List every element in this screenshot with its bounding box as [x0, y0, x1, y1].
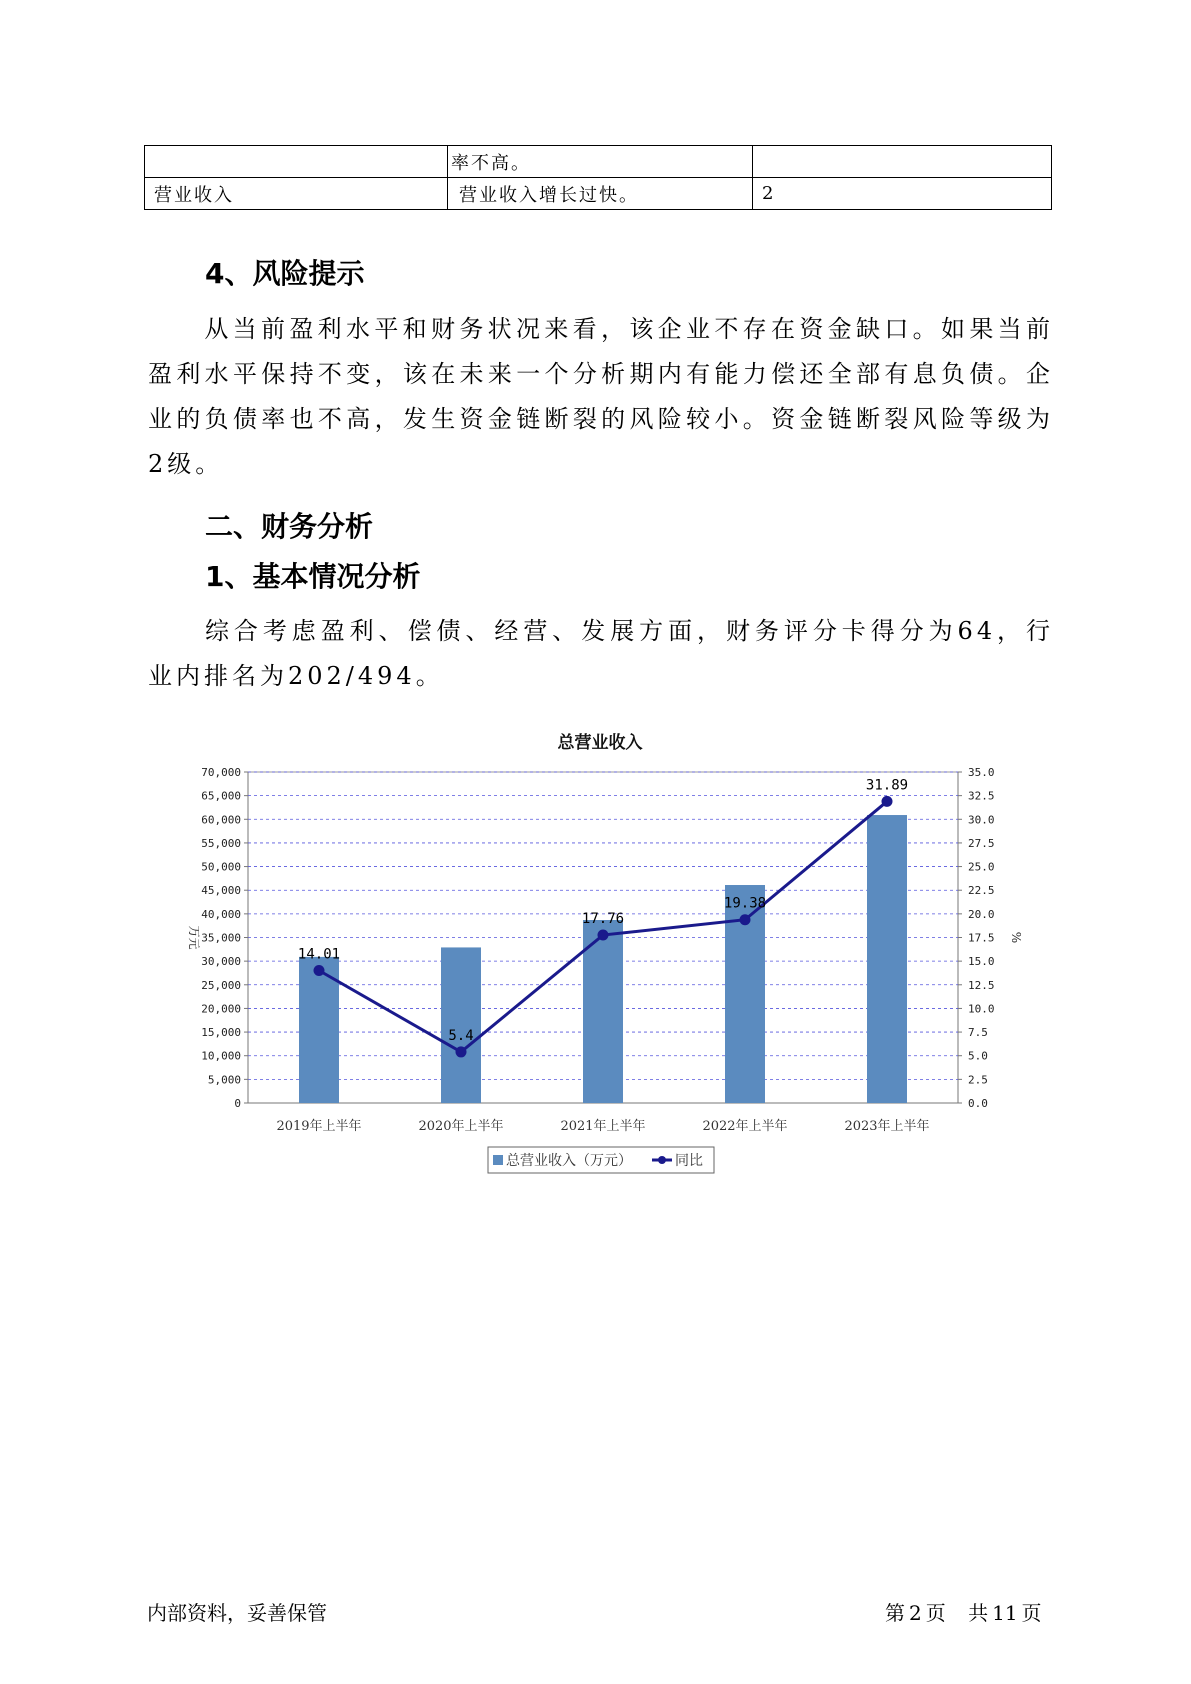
page-current: 2	[909, 1601, 922, 1625]
legend-bar-swatch	[493, 1155, 503, 1165]
legend-bar-label: 总营业收入（万元）	[506, 1153, 632, 1169]
y-tick-label: 35,000	[201, 931, 241, 945]
y-tick-label: 45,000	[201, 884, 241, 898]
y2-tick-label: 12.5	[968, 978, 995, 992]
yoy-point	[314, 965, 325, 976]
risk-heading: 4、风险提示	[205, 257, 365, 290]
page-suffix: 页	[1021, 1601, 1042, 1625]
table-cell-level: 2	[753, 178, 1052, 210]
y2-tick-label: 32.5	[968, 789, 995, 803]
y-tick-label: 10,000	[201, 1049, 241, 1063]
y-tick-label: 15,000	[201, 1026, 241, 1040]
y-tick-label: 25,000	[201, 978, 241, 992]
yoy-point	[740, 914, 751, 925]
y2-tick-label: 22.5	[968, 884, 995, 898]
page-mid: 页	[925, 1601, 946, 1625]
yoy-data-label: 5.4	[448, 1027, 474, 1044]
y-tick-label: 20,000	[201, 1002, 241, 1016]
footer-confidential-note: 内部资料，妥善保管	[147, 1601, 327, 1625]
x-tick-label: 2021年上半年	[560, 1119, 646, 1134]
x-tick-label: 2022年上半年	[702, 1119, 788, 1134]
yoy-point	[598, 930, 609, 941]
y-tick-label: 50,000	[201, 860, 241, 874]
page-total: 11	[992, 1601, 1018, 1625]
y-tick-label: 0	[234, 1097, 241, 1110]
table-cell-item: 营业收入	[145, 178, 448, 210]
x-tick-label: 2023年上半年	[844, 1119, 930, 1134]
y-tick-label: 5,000	[207, 1073, 241, 1087]
yoy-point	[456, 1046, 467, 1057]
page-total-prefix: 共	[968, 1601, 989, 1625]
y2-tick-label: 5.0	[968, 1049, 988, 1063]
y-tick-label: 70,000	[201, 766, 241, 779]
y2-tick-label: 15.0	[968, 955, 995, 969]
x-tick-label: 2019年上半年	[276, 1119, 362, 1134]
y-tick-label: 65,000	[201, 789, 241, 803]
y2-tick-label: 7.5	[968, 1026, 988, 1040]
page-prefix: 第	[885, 1601, 905, 1625]
table-cell-desc: 营业收入增长过快。	[448, 178, 753, 210]
y-tick-label: 30,000	[201, 955, 241, 969]
y2-axis-label: %	[1009, 931, 1023, 944]
finance-paragraph-text: 综合考虑盈利、偿债、经营、发展方面，财务评分卡得分为64，行业内排名为202/494。	[148, 617, 1054, 690]
chart-title: 总营业收入	[557, 733, 643, 753]
y2-tick-label: 2.5	[968, 1073, 988, 1087]
risk-paragraph-text: 从当前盈利水平和财务状况来看，该企业不存在资金缺口。如果当前盈利水平保持不变，该在未来一个分析期内有能力偿还全部有息负债。企业的负债率也不高，发生资金链断裂的风险较小。资金链断裂风险等级为2级。	[148, 315, 1054, 478]
bar	[441, 947, 481, 1103]
legend-line-marker	[658, 1156, 666, 1164]
y2-tick-label: 27.5	[968, 836, 995, 850]
y-axis-label: 万元	[187, 925, 201, 950]
y-tick-label: 55,000	[201, 836, 241, 850]
y2-tick-label: 30.0	[968, 813, 995, 827]
x-tick-label: 2020年上半年	[418, 1119, 504, 1134]
yoy-point	[882, 796, 893, 807]
y2-tick-label: 17.5	[968, 931, 995, 945]
yoy-data-label: 17.76	[581, 911, 625, 928]
legend-line-label: 同比	[675, 1153, 703, 1169]
bar	[867, 815, 907, 1103]
table-cell-desc: 率不高。	[448, 146, 753, 178]
y2-tick-label: 25.0	[968, 860, 995, 874]
y-tick-label: 40,000	[201, 907, 241, 921]
yoy-data-label: 31.89	[865, 777, 909, 794]
basic-analysis-heading: 1、基本情况分析	[205, 560, 421, 593]
y2-tick-label: 20.0	[968, 907, 995, 921]
finance-heading: 二、财务分析	[205, 510, 374, 543]
yoy-data-label: 19.38	[723, 895, 767, 912]
y2-tick-label: 10.0	[968, 1002, 995, 1016]
y2-tick-label: 35.0	[968, 766, 995, 779]
yoy-data-label: 14.01	[297, 946, 341, 963]
y2-tick-label: 0.0	[968, 1097, 988, 1110]
footer-page-number	[885, 1597, 1046, 1626]
y-tick-label: 60,000	[201, 813, 241, 827]
